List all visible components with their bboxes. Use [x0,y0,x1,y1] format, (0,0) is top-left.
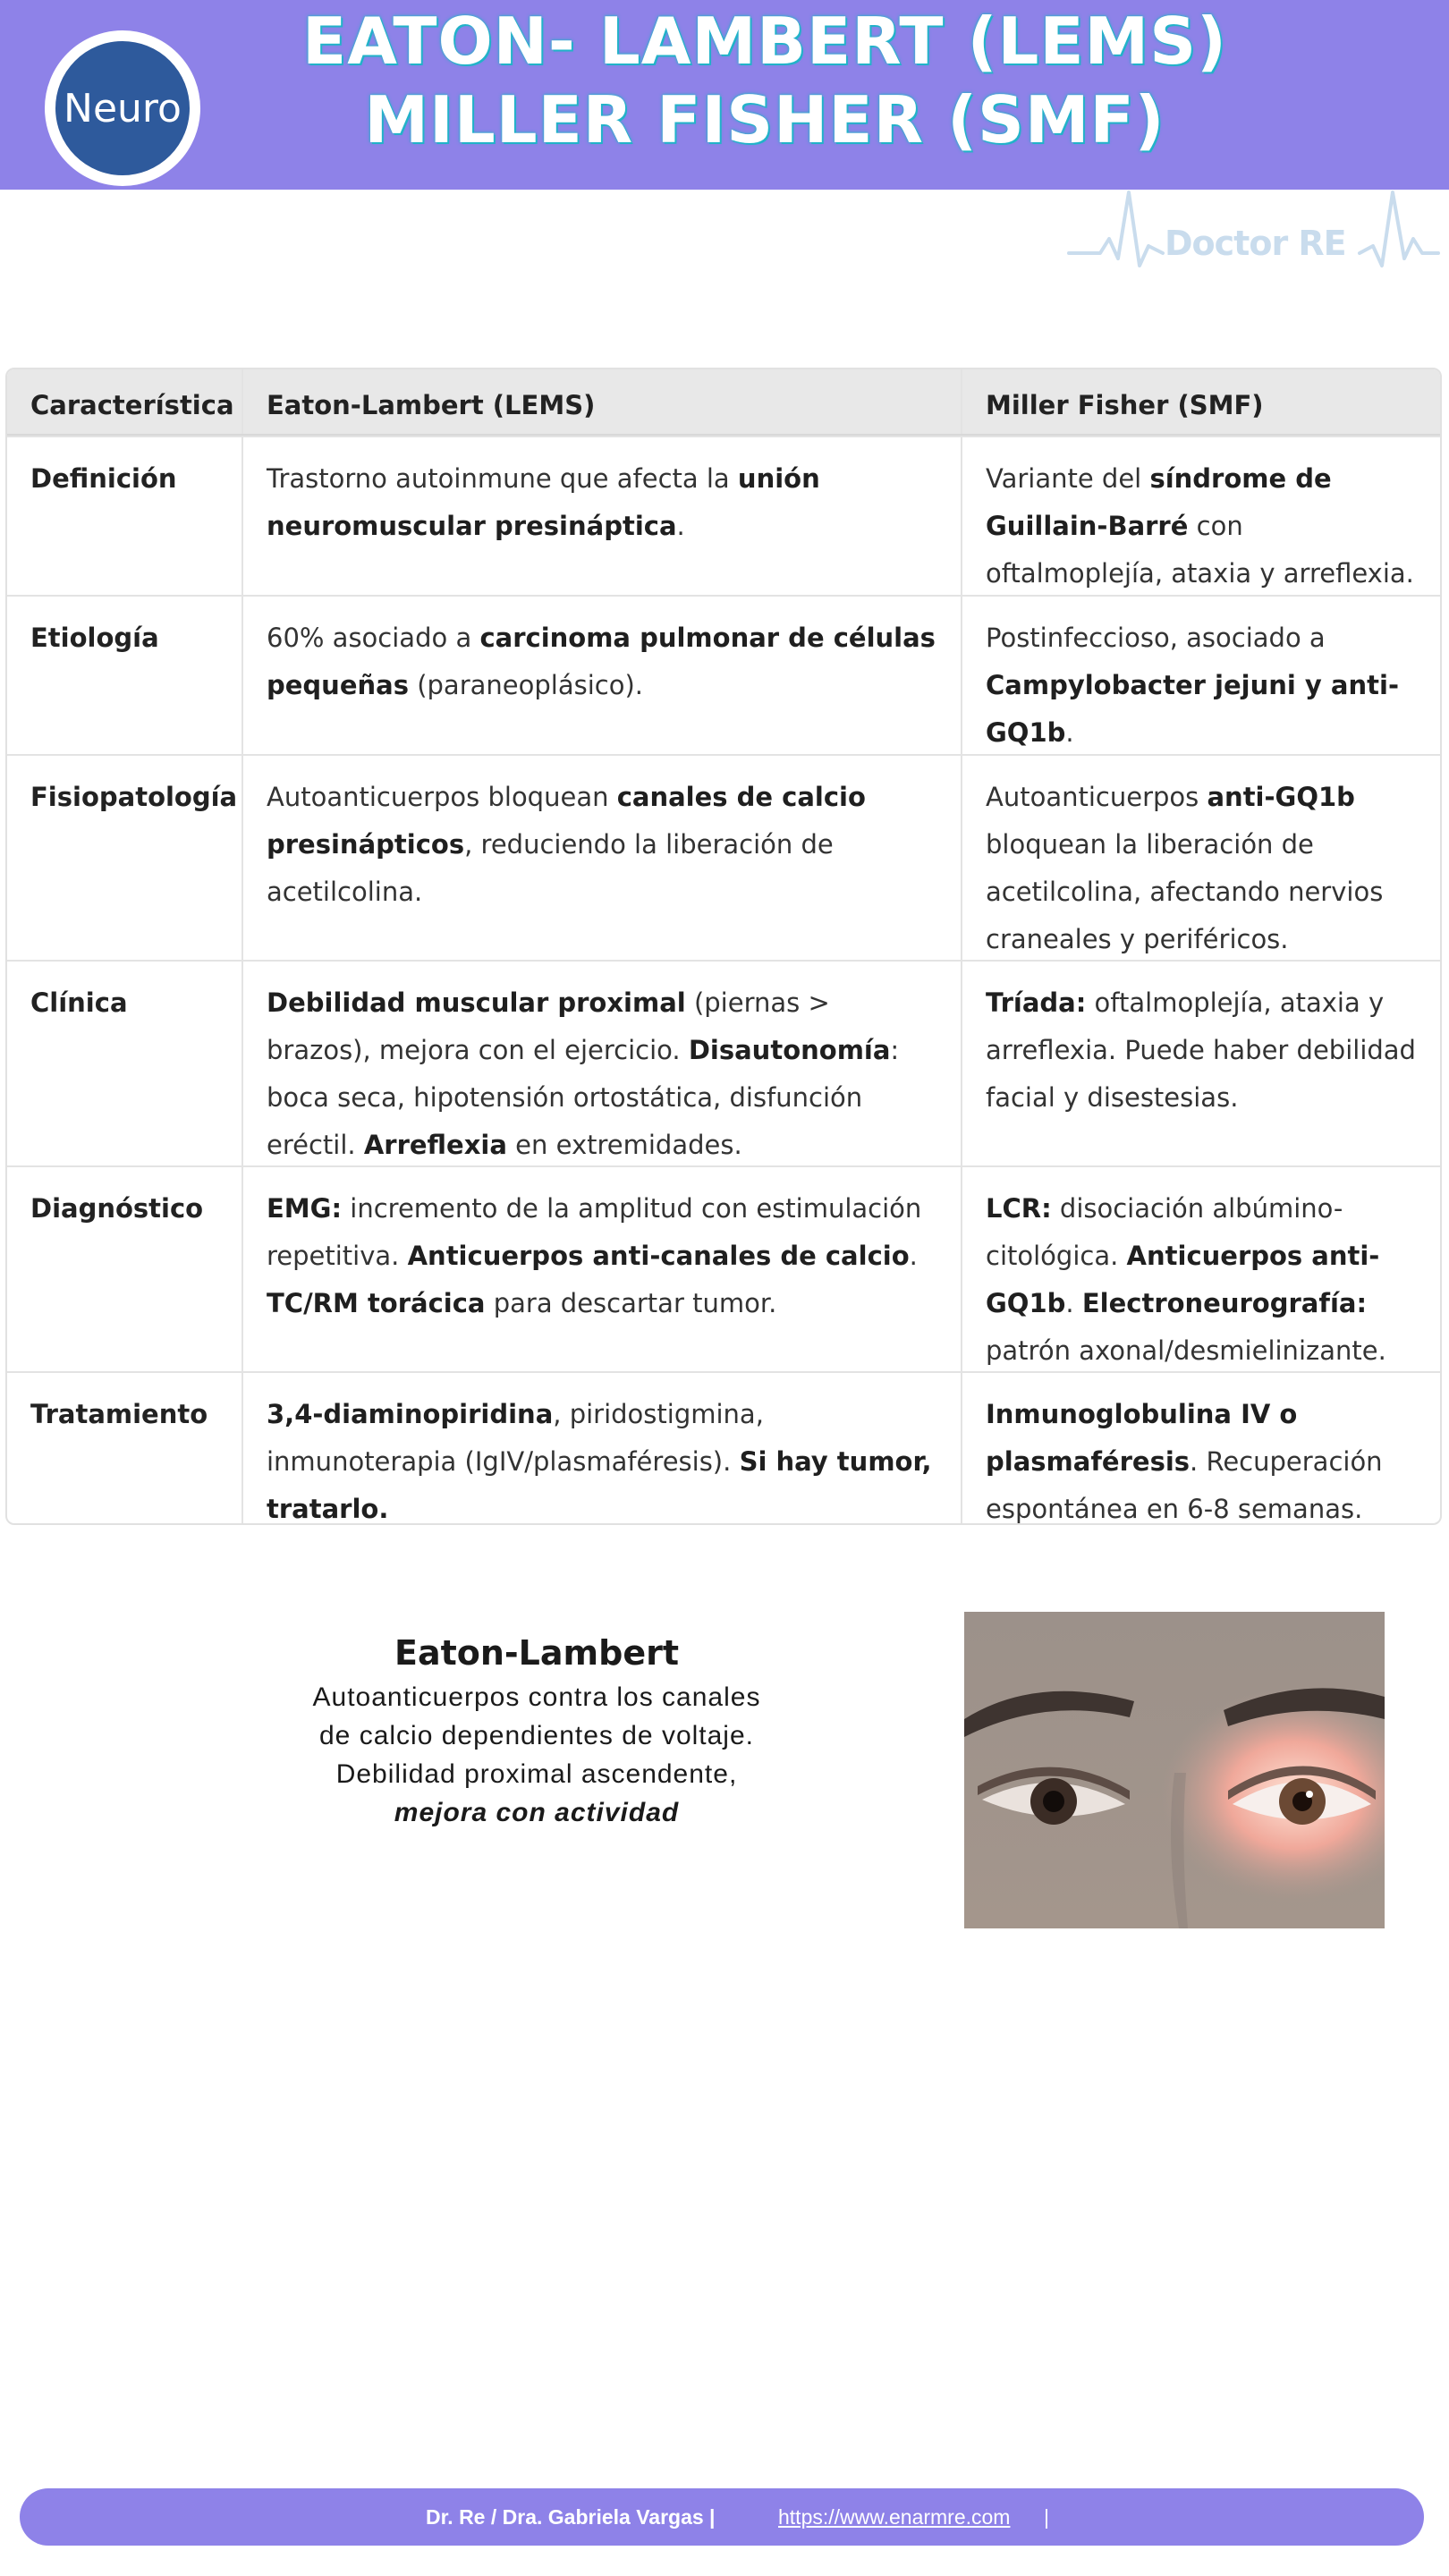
cell-text-run: para descartar tumor. [485,1288,777,1318]
cell-text-run: Electroneurografía: [1081,1288,1368,1318]
cell-text-run: , piridostigmina, inmunoterapia (IgIV/plasmaféresis). [267,1399,764,1477]
row-label: Etiología [30,623,159,653]
cell-text-run: carcinoma pulmonar de células pequeñas [267,623,936,700]
caption-line-2: de calcio dependientes de voltaje. [319,1721,754,1750]
cell-text-run: Campylobacter jejuni y anti-GQ1b [986,670,1399,748]
caption-line-3: Debilidad proximal ascendente, [335,1759,738,1789]
cell-text-run: Autoanticuerpos bloquean [267,782,617,812]
title-line-1: EATON- LAMBERT (LEMS) [302,4,1227,79]
cell-text-run: disociación albúmino-citológica. [986,1193,1343,1271]
cell-text-run: bloquean la liberación de acetilcolina, afectando nervios craneales y periféricos. [986,829,1384,954]
row-label: Definición [30,463,177,494]
caption-line-1: Autoanticuerpos contra los canales [312,1682,761,1712]
cell-text-run: . [1065,717,1074,748]
cell-lems [242,756,961,960]
cell-text-run: Autoanticuerpos [986,782,1208,812]
cell-text-run: Disautonomía [688,1035,891,1065]
cell-text-run: Anticuerpos anti-canales de calcio [407,1241,910,1271]
table-row-diagnostico [7,1165,1440,1371]
footer-separator: | [1044,2505,1049,2529]
cell-text-run: canales de calcio presinápticos [267,782,866,860]
cell-text-run: . [909,1241,918,1271]
cell-text-run: patrón axonal/desmielinizante. [986,1335,1386,1366]
cell-text-run: anti-GQ1b [1207,782,1355,812]
row-label: Fisiopatología [30,782,238,812]
cell-text-run: Tríada: [986,987,1087,1018]
eaton-lambert-caption [268,1628,805,1832]
footer-author: Dr. Re / Dra. Gabriela Vargas | [426,2505,716,2529]
caption-title: Eaton-Lambert [394,1633,680,1673]
cell-text-run: : boca seca, hipotensión ortostática, disfunción eréctil. [267,1035,900,1160]
cell-text-run: . Recuperación espontánea en 6-8 semanas. [986,1446,1383,1524]
cell-smf [961,437,1440,595]
table-row-definicion [7,436,1440,595]
cell-text-run: EMG: [267,1193,343,1224]
cell-text-run: con oftalmoplejía, ataxia y arreflexia. [986,511,1414,589]
table-row-etiologia [7,595,1440,754]
cell-text-run: . [1065,1288,1082,1318]
cell-smf [961,962,1440,1165]
cell-lems [242,597,961,754]
cell-lems [242,962,961,1165]
row-label: Diagnóstico [30,1193,204,1224]
cell-text-run: unión neuromuscular presináptica [267,463,820,541]
cell-text-run: oftalmoplejía, ataxia y arreflexia. Puede haber debilidad facial y disestesias. [986,987,1416,1113]
cell-text-run: síndrome de Guillain-Barré [986,463,1332,541]
cell-smf [961,597,1440,754]
cell-text-run: Si hay tumor, tratarlo. [267,1446,932,1524]
cell-lems [242,437,961,595]
footer-bar [20,2488,1424,2546]
cell-text-run: Postinfeccioso, asociado a [986,623,1326,653]
cell-smf [961,1167,1440,1371]
cell-text-run: (paraneoplásico). [408,670,643,700]
cell-text-run: Trastorno autoinmune que afecta la [267,463,738,494]
cell-text-run: incremento de la amplitud con estimulación repetitiva. [267,1193,922,1271]
cell-text-run: Debilidad muscular proximal [267,987,686,1018]
cell-text-run: . [676,511,685,541]
header-lems: Eaton-Lambert (LEMS) [242,369,961,434]
cell-lems [242,1373,961,1525]
cell-text-run: Inmunoglobulina IV o plasmaféresis [986,1399,1298,1477]
cell-text-run: (piernas > brazos), mejora con el ejercicio. [267,987,830,1065]
table-header-row [7,369,1440,436]
watermark-text: Doctor RE [1165,224,1346,263]
cell-smf [961,1373,1440,1525]
cell-smf [961,756,1440,960]
cell-text-run: 60% asociado a [267,623,480,653]
cell-text-run: TC/RM torácica [267,1288,486,1318]
patient-eyes-photo [964,1612,1385,1928]
cell-text-run: Variante del [986,463,1150,494]
row-label: Tratamiento [30,1399,208,1429]
header-banner [0,0,1449,190]
eyes-illustration-icon [964,1612,1385,1928]
cell-text-run: 3,4-diaminopiridina [267,1399,554,1429]
caption-line-4: mejora con actividad [394,1798,680,1827]
header-caracteristica: Característica [30,390,234,420]
row-label: Clínica [30,987,128,1018]
table-row-clinica [7,960,1440,1165]
comparison-table [5,368,1442,1525]
cell-text-run: , reduciendo la liberación de acetilcolina. [267,829,834,907]
cell-text-run: Arreflexia [363,1130,507,1160]
footer-url-link[interactable]: https://www.enarmre.com [778,2505,1011,2529]
table-row-fisiopatologia [7,754,1440,960]
logo-text: Neuro [64,85,182,131]
title-line-2: MILLER FISHER (SMF) [364,82,1165,157]
cell-text-run: Anticuerpos anti-GQ1b [986,1241,1380,1318]
cell-text-run: LCR: [986,1193,1052,1224]
cell-text-run: en extremidades. [506,1130,742,1160]
neuro-logo [45,30,200,186]
cell-lems [242,1167,961,1371]
header-smf: Miller Fisher (SMF) [961,369,1440,434]
table-row-tratamiento [7,1371,1440,1525]
